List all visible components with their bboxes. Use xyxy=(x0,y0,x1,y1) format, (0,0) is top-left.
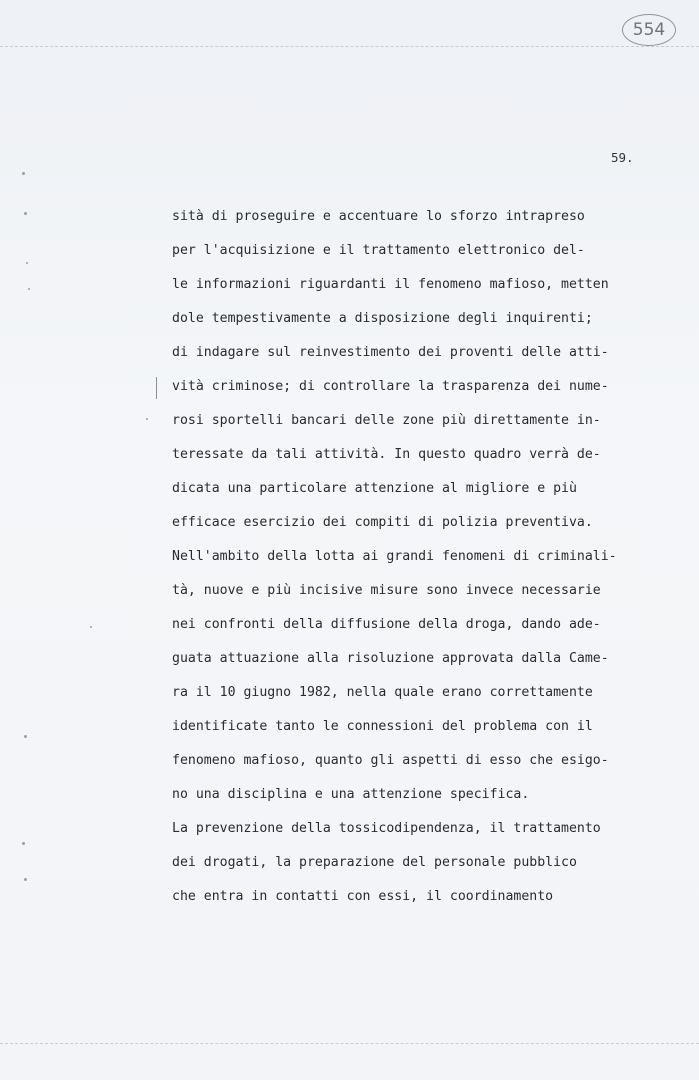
text-line: guata attuazione alla risoluzione approvata dalla Came- xyxy=(172,651,609,666)
scan-speck xyxy=(24,212,27,215)
bottom-scan-rule xyxy=(0,1043,699,1044)
text-line: identificate tanto le connessioni del problema con il xyxy=(172,719,593,734)
text-line: rosi sportelli bancari delle zone più direttamente in- xyxy=(172,413,601,428)
scan-speck xyxy=(24,735,27,738)
text-line: dicata una particolare attenzione al migliore e più xyxy=(172,481,577,496)
text-line: vità criminose; di controllare la trasparenza dei nume- xyxy=(172,379,609,394)
scan-speck xyxy=(90,626,92,628)
page-number: 59. xyxy=(611,150,634,165)
scan-speck xyxy=(24,878,27,881)
top-scan-rule xyxy=(0,46,699,47)
text-line: dei drogati, la preparazione del personale pubblico xyxy=(172,855,577,870)
scan-speck xyxy=(22,172,25,175)
text-line: che entra in contatti con essi, il coordinamento xyxy=(172,889,554,904)
text-line: no una disciplina e una attenzione specifica. xyxy=(172,787,530,802)
text-line: le informazioni riguardanti il fenomeno mafioso, metten xyxy=(172,277,609,292)
scan-speck xyxy=(22,842,25,845)
archive-page-stamp: 554 xyxy=(622,14,676,46)
text-line: ra il 10 giugno 1982, nella quale erano correttamente xyxy=(172,685,593,700)
text-line: fenomeno mafioso, quanto gli aspetti di esso che esigo- xyxy=(172,753,609,768)
body-text xyxy=(172,207,652,921)
scan-speck xyxy=(146,418,148,420)
text-line: teressate da tali attività. In questo quadro verrà de- xyxy=(172,447,601,462)
text-line: nei confronti della diffusione della droga, dando ade- xyxy=(172,617,601,632)
text-line: dole tempestivamente a disposizione degli inquirenti; xyxy=(172,311,593,326)
text-line: di indagare sul reinvestimento dei proventi delle atti- xyxy=(172,345,609,360)
scan-speck xyxy=(28,288,30,290)
text-line: La prevenzione della tossicodipendenza, il trattamento xyxy=(172,821,601,836)
scan-speck xyxy=(26,262,28,264)
text-line: efficace esercizio dei compiti di polizia preventiva. xyxy=(172,515,593,530)
text-line: per l'acquisizione e il trattamento elettronico del- xyxy=(172,243,585,258)
text-line: Nell'ambito della lotta ai grandi fenomeni di criminali- xyxy=(172,549,617,564)
text-line: sità di proseguire e accentuare lo sforzo intrapreso xyxy=(172,209,585,224)
text-line: tà, nuove e più incisive misure sono invece necessarie xyxy=(172,583,601,598)
margin-mark xyxy=(156,377,157,399)
